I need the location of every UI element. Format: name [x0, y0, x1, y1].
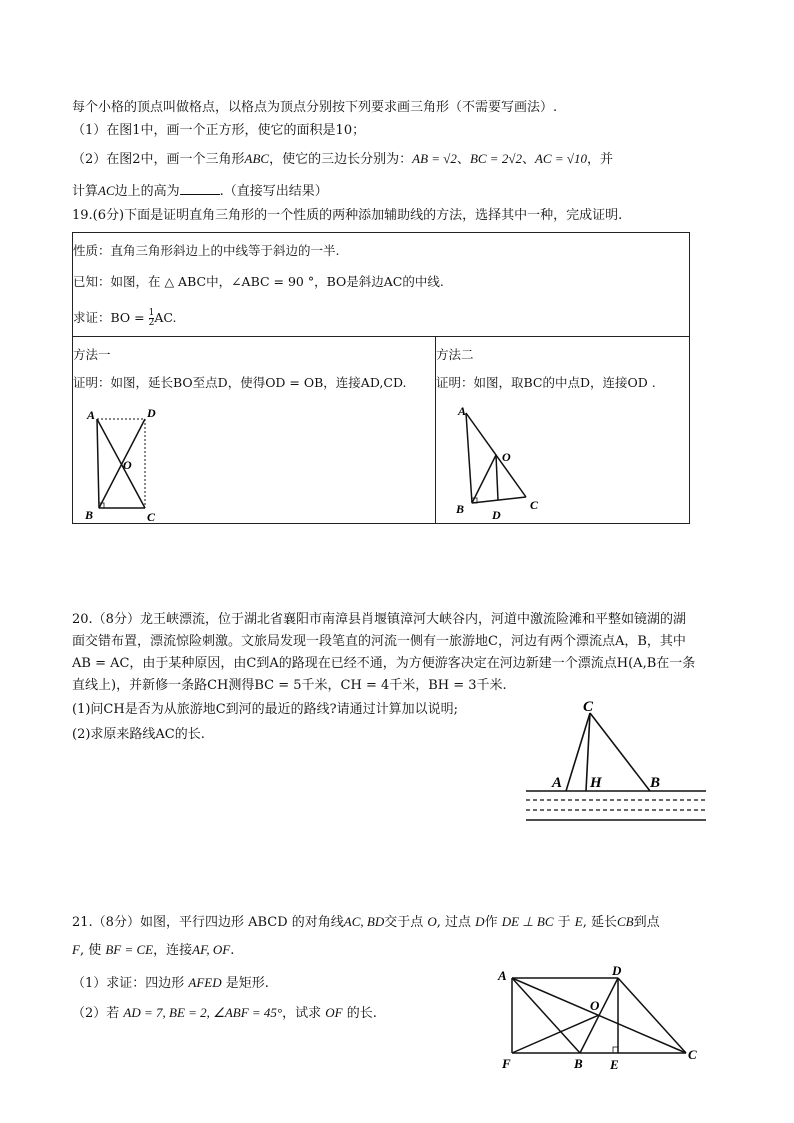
- q20-line4: 直线上)，并新修一条路CH测得BC = 5千米，CH = 4千米，BH = 3千米.: [72, 678, 507, 693]
- q21-line1: 21.（8分）如图，平行四边形 ABCD 的对角线AC, BD交于点 O, 过点 D作 DE ⊥ BC 于 E, 延长CB到点: [72, 914, 660, 930]
- q20-line2: 面交错布置，漂流惊险刺激。文旅局发现一段笔直的河流一侧有一旅游地C，河边有两个漂流点A，B，其中: [72, 634, 686, 649]
- q21-label-A: A: [498, 968, 507, 983]
- q20-label-A: A: [552, 775, 563, 791]
- q21-label-F: F: [502, 1056, 511, 1071]
- q21-line2: F, 使 BF = CE，连接AF, OF.: [72, 942, 235, 958]
- q18-part2-cont: 计算AC边上的高为 .（直接写出结果）: [72, 183, 328, 199]
- fig2-label-B: B: [456, 502, 465, 516]
- fig1-label-D: D: [147, 406, 156, 420]
- q21-figure: [494, 958, 704, 1073]
- q20-line1: 20.（8分）龙王峡漂流，位于湖北省襄阳市南漳县肖堰镇漳河大峡谷内，河道中激流险滩和平整如镜湖的湖: [72, 612, 686, 627]
- q21-question1: （1）求证：四边形 AFED 是矩形.: [72, 975, 269, 991]
- q18-part1: （1）在图1中，画一个正方形，使它的面积是10；: [72, 123, 366, 138]
- q20-line3: AB = AC，由于某种原因，由C到A的路现在已经不通，为方便游客决定在河边新建一个漂流点H(A,B在一条: [72, 656, 696, 671]
- q19-header: 19.(6分)下面是证明直角三角形的一个性质的两种添加辅助线的方法，选择其中一种，完成证明.: [72, 208, 623, 223]
- fig1-label-O: O: [123, 458, 132, 472]
- q21-label-D: D: [612, 963, 622, 978]
- fig2-label-O: O: [502, 450, 511, 464]
- q18-part2: （2）在图2中，画一个三角形ABC，使它的三边长分别为：AB = √2、BC = 2√2、AC = √10，并: [72, 151, 614, 167]
- q19-method2-text: 证明：如图，取BC的中点D，连接OD .: [436, 375, 656, 390]
- q21-question2: （2）若 AD = 7, BE = 2, ∠ABF = 45°，试求 OF 的长.: [72, 1005, 377, 1021]
- q20-question2: (2)求原来路线AC的长.: [72, 727, 205, 742]
- q19-prove: 求证：BO = $\frac{1}{2}$ AC.: [73, 308, 177, 328]
- fig1-label-A: A: [87, 408, 96, 422]
- q19-method2-title: 方法二: [436, 347, 474, 362]
- q21-label-B: B: [574, 1056, 583, 1071]
- q21-label-E: E: [610, 1057, 619, 1072]
- q19-property: 性质：直角三角形斜边上的中线等于斜边的一半.: [73, 243, 340, 258]
- fig2-label-C: C: [530, 498, 539, 512]
- q19-proof-table: [72, 232, 690, 524]
- fig1-label-B: B: [85, 508, 94, 522]
- fig2-label-A: A: [458, 404, 467, 418]
- q19-fig1: [81, 403, 171, 523]
- q19-method1-title: 方法一: [73, 347, 111, 362]
- answer-blank[interactable]: [180, 182, 220, 195]
- q21-label-C: C: [688, 1047, 697, 1062]
- q19-statement-cell: [73, 233, 690, 337]
- q19-fig2: [450, 401, 560, 521]
- q20-figure: [520, 695, 710, 830]
- q19-method1-cell: [73, 337, 436, 524]
- q19-method2-cell: [436, 337, 690, 524]
- q20-label-H: H: [590, 775, 602, 791]
- q18-intro: 每个小格的顶点叫做格点，以格点为顶点分别按下列要求画三角形（不需要写画法）.: [72, 100, 558, 115]
- q21-label-O: O: [590, 998, 600, 1013]
- q20-label-C: C: [583, 699, 594, 715]
- q19-given: 已知：如图，在 △ ABC中，∠ABC = 90 °，BO是斜边AC的中线.: [73, 274, 444, 289]
- q20-label-B: B: [650, 775, 661, 791]
- q20-question1: (1)问CH是否为从旅游地C到河的最近的路线?请通过计算加以说明;: [72, 702, 458, 717]
- q19-method1-text: 证明：如图，延长BO至点D，使得OD = OB，连接AD,CD.: [73, 375, 407, 390]
- fig2-label-D: D: [492, 508, 501, 521]
- fig1-label-C: C: [147, 510, 156, 523]
